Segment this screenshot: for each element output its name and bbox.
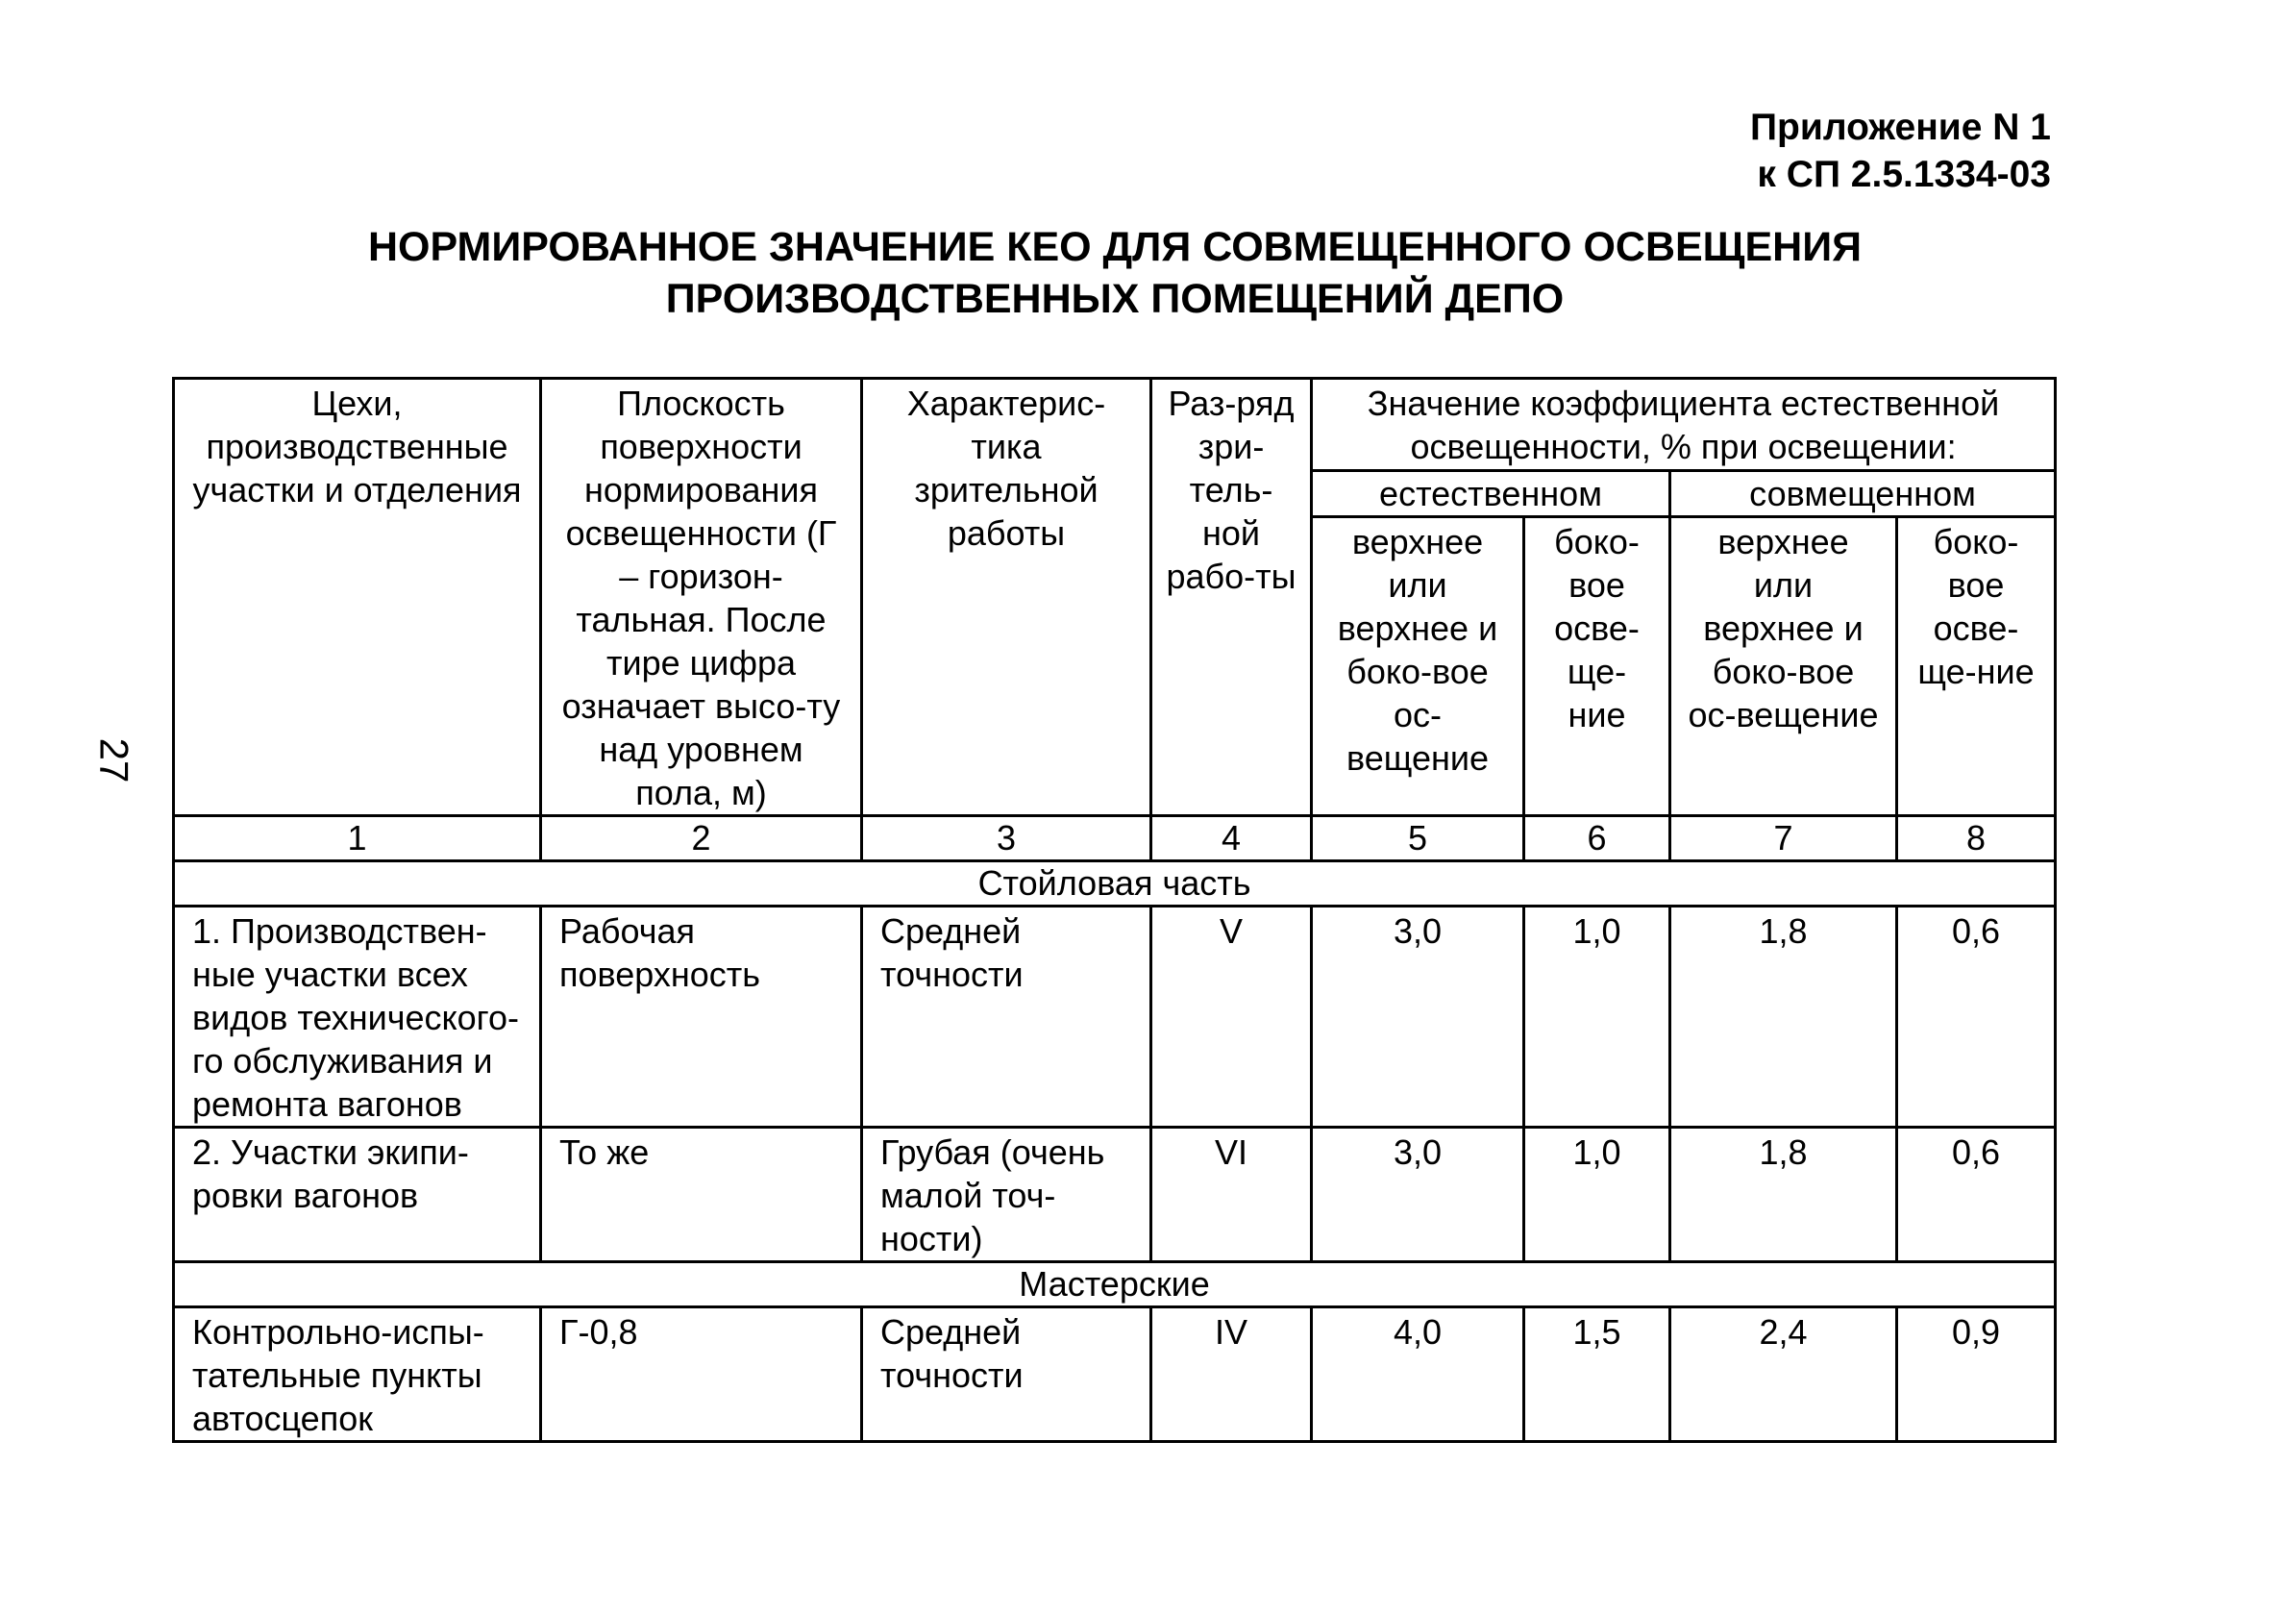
section-row (174, 1262, 2056, 1307)
header-natural: естественном (1312, 470, 1670, 516)
cell-value-7: 1,8 (1670, 907, 1897, 1128)
cell-value-6: 1,5 (1524, 1307, 1670, 1442)
cell-value-6: 1,0 (1524, 907, 1670, 1128)
table-row (174, 907, 2056, 1128)
table-row (174, 1128, 2056, 1262)
section-title: Стойловая часть (174, 861, 2056, 907)
cell-characteristic: Средней точности (862, 907, 1151, 1128)
cell-value-8: 0,6 (1897, 907, 2056, 1128)
header-workshops: Цехи, производственные участки и отделения (174, 379, 541, 816)
cell-value-5: 3,0 (1312, 907, 1524, 1128)
section-title: Мастерские (174, 1262, 2056, 1307)
column-number: 2 (541, 816, 862, 861)
cell-name: 1. Производствен-ные участки всех видов технического-го обслуживания и ремонта вагонов (174, 907, 541, 1128)
cell-value-6: 1,0 (1524, 1128, 1670, 1262)
cell-name: 2. Участки экипи-ровки вагонов (174, 1128, 541, 1262)
title-line-2: ПРОИЗВОДСТВЕННЫХ ПОМЕЩЕНИЙ ДЕПО (665, 276, 1565, 322)
cell-category: VI (1151, 1128, 1312, 1262)
header-row-1 (174, 379, 2056, 471)
document-title (0, 221, 2230, 325)
cell-plane: Г-0,8 (541, 1307, 862, 1442)
title-line-1: НОРМИРОВАННОЕ ЗНАЧЕНИЕ КЕО ДЛЯ СОВМЕЩЕННОГО ОСВЕЩЕНИЯ (367, 224, 1863, 270)
column-number: 8 (1897, 816, 2056, 861)
column-numbers-row (174, 816, 2056, 861)
column-number: 6 (1524, 816, 1670, 861)
cell-value-8: 0,9 (1897, 1307, 2056, 1442)
table-row (174, 1307, 2056, 1442)
cell-value-5: 4,0 (1312, 1307, 1524, 1442)
cell-value-7: 1,8 (1670, 1128, 1897, 1262)
cell-plane: Рабочая поверхность (541, 907, 862, 1128)
column-number: 4 (1151, 816, 1312, 861)
cell-name: Контрольно-испы-тательные пункты автосцепок (174, 1307, 541, 1442)
cell-characteristic: Средней точности (862, 1307, 1151, 1442)
section-row (174, 861, 2056, 907)
header-col6: боко-вое осве-ще-ние (1524, 517, 1670, 816)
appendix-note (1750, 104, 2051, 198)
column-number: 1 (174, 816, 541, 861)
header-col5: верхнее или верхнее и боко-вое ос-вещение (1312, 517, 1524, 816)
cell-characteristic: Грубая (очень малой точ-ности) (862, 1128, 1151, 1262)
column-number: 7 (1670, 816, 1897, 861)
cell-category: V (1151, 907, 1312, 1128)
column-number: 5 (1312, 816, 1524, 861)
cell-value-7: 2,4 (1670, 1307, 1897, 1442)
cell-value-5: 3,0 (1312, 1128, 1524, 1262)
page-number: 27 (91, 737, 137, 783)
header-keo-group: Значение коэффициента естественной освещенности, % при освещении: (1312, 379, 2056, 471)
cell-category: IV (1151, 1307, 1312, 1442)
appendix-line-2: к СП 2.5.1334-03 (1757, 154, 2051, 195)
header-characteristic: Характерис-тика зрительной работы (862, 379, 1151, 816)
column-number: 3 (862, 816, 1151, 861)
appendix-line-1: Приложение N 1 (1750, 107, 2051, 148)
keo-table (172, 377, 2057, 1443)
header-plane: Плоскость поверхности нормирования освещенности (Г – горизон-тальная. После тире цифра означает высо-ту над уровнем пола, м) (541, 379, 862, 816)
header-col7: верхнее или верхнее и боко-вое ос-вещение (1670, 517, 1897, 816)
cell-value-8: 0,6 (1897, 1128, 2056, 1262)
header-category: Раз-ряд зри-тель-ной рабо-ты (1151, 379, 1312, 816)
header-combined: совмещенном (1670, 470, 2056, 516)
header-col8: боко-вое осве-ще-ние (1897, 517, 2056, 816)
cell-plane: То же (541, 1128, 862, 1262)
